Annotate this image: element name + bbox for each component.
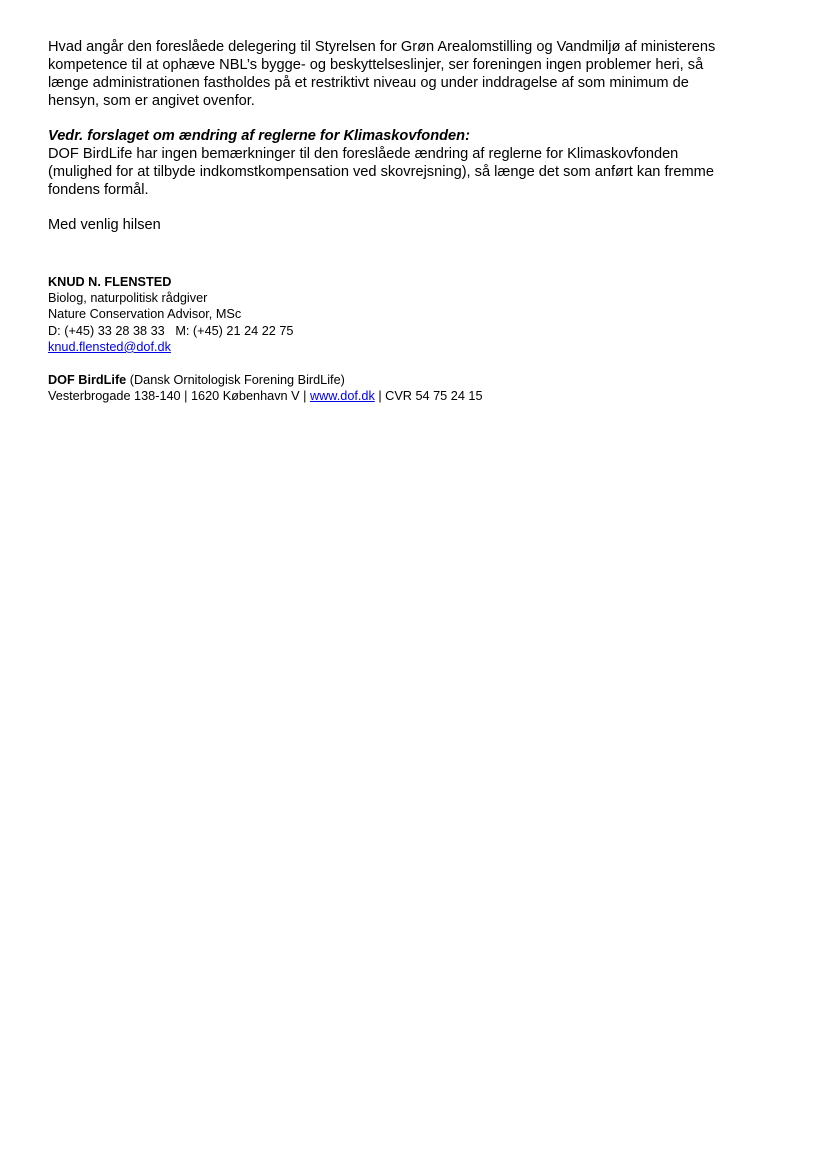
paragraph-line: kompetence til at ophæve NBL’s bygge- og beskyttelseslinjer, ser foreningen ingen problemer heri, så: [48, 57, 704, 73]
section-heading: Vedr. forslaget om ændring af reglerne for Klimaskovfonden:: [48, 128, 470, 144]
climate-fund-section: [48, 127, 788, 199]
paragraph-line: (mulighed for at tilbyde indkomstkompensation ved skovrejsning), så længe det som anført kan fremme: [48, 164, 714, 180]
email-link[interactable]: knud.flensted@dof.dk: [48, 339, 171, 354]
signer-phones: [48, 323, 788, 339]
organization-address-line: [48, 388, 788, 404]
organization-name: DOF BirdLife: [48, 373, 127, 388]
signature-block: [48, 274, 788, 355]
paragraph-line: Hvad angår den foreslåede delegering til Styrelsen for Grøn Arealomstilling og Vandmiljø af ministerens: [48, 39, 716, 55]
organization-block: [48, 372, 788, 404]
organization-full-name: (Dansk Ornitologisk Forening BirdLife): [129, 373, 345, 388]
signer-email-line: [48, 339, 788, 355]
paragraph-line: DOF BirdLife har ingen bemærkninger til den foreslåede ændring af reglerne for Klimaskovfonden: [48, 146, 679, 162]
organization-name-line: [48, 372, 788, 388]
closing-greeting: [48, 216, 788, 234]
phone-mobile: M: (+45) 21 24 22 75: [175, 323, 294, 338]
document-page: [48, 38, 788, 404]
paragraph-line: hensyn, som er angivet ovenfor.: [48, 93, 255, 109]
paragraph-gap: [48, 110, 788, 127]
website-link[interactable]: www.dof.dk: [309, 389, 375, 404]
paragraph-line: længe administrationen fastholdes på et restriktivt niveau og under inddragelse af som minimum de: [48, 75, 689, 91]
signer-title-da: Biolog, naturpolitisk rådgiver: [48, 291, 208, 306]
paragraph-line: fondens formål.: [48, 182, 149, 198]
paragraph-gap: [48, 199, 788, 216]
closing-text: Med venlig hilsen: [48, 217, 161, 233]
signer-name: KNUD N. FLENSTED: [48, 275, 172, 289]
phone-direct: D: (+45) 33 28 38 33: [48, 323, 165, 338]
organization-cvr: | CVR 54 75 24 15: [378, 389, 483, 404]
organization-address: Vesterbrogade 138-140 | 1620 København V |: [48, 389, 307, 404]
signer-title-en: Nature Conservation Advisor, MSc: [48, 307, 242, 322]
delegation-paragraph: [48, 38, 788, 110]
